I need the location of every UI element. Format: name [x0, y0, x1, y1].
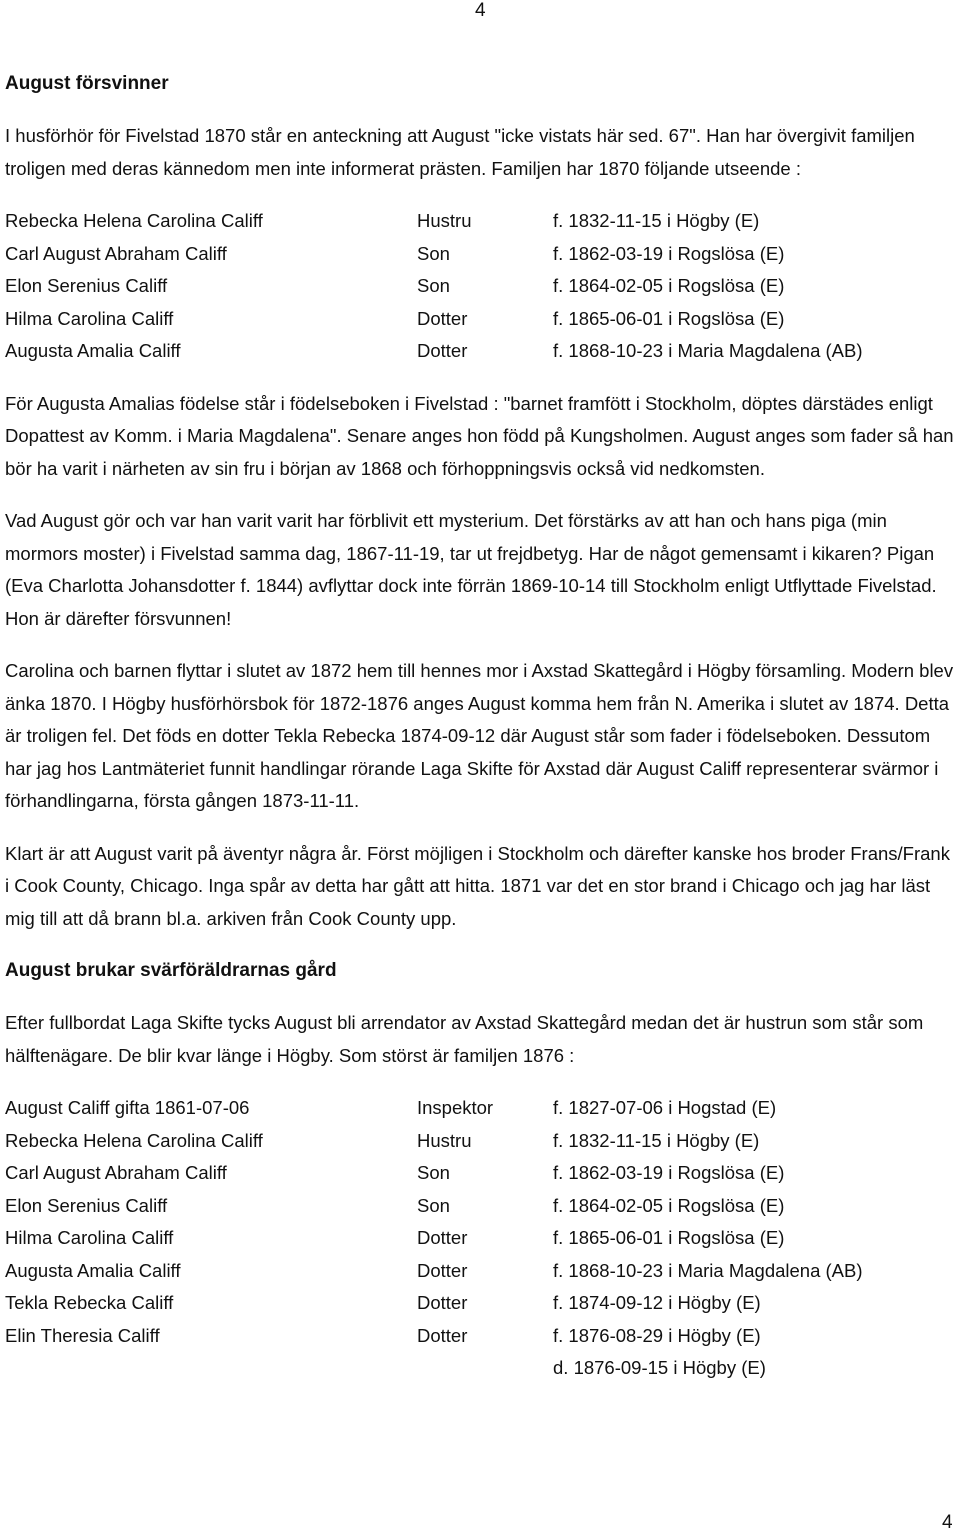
paragraph-augusta-birth: För Augusta Amalias födelse står i födelseboken i Fivelstad : "barnet framfött i Stockholm, döptes därstädes enligt Dopattest av Komm. i Maria Magdalena". Senare anges hon född på Kungsholmen. August anges som fader så han bör ha varit i närheten av sin fru i början av 1868 och förhoppningsvis också vid nedkomsten.: [5, 392, 954, 479]
section-heading-farm: August brukar svärföräldrarnas gård: [5, 960, 337, 981]
member-name: [5, 1352, 417, 1385]
paragraph-intro-1870: I husförhör för Fivelstad 1870 står en anteckning att August "icke vistats här sed. 67". Han har övergivit familjen troligen med deras kännedom men inte informerat prästen. Familjen har 1870 följande utseende :: [5, 125, 915, 179]
family-member-row: [5, 1320, 955, 1353]
family-member-row: [5, 1222, 955, 1255]
member-role: Hustru: [417, 210, 472, 231]
member-dates: f. 1868-10-23 i Maria Magdalena (AB): [553, 1259, 863, 1281]
family-member-row: [5, 1287, 955, 1320]
paragraph-mystery: Vad August gör och var han varit varit har förblivit ett mysterium. Det förstärks av att han och hans piga (min mormors moster) i Fivelstad samma dag, 1867-11-19, tar ut frejdbetyg. Har de något gemensamt i kikaren? Pigan (Eva Charlotta Johansdotter f. 1844) avflyttar dock inte förrän 1869-10-14 till Stockholm enligt Utflyttade Fivelstad. Hon är därefter försvunnen!: [5, 510, 937, 629]
page-number-bottom: 4: [942, 1512, 953, 1533]
member-dates: f. 1868-10-23 i Maria Magdalena (AB): [553, 340, 863, 361]
member-name: Hilma Carolina Califf: [5, 307, 174, 329]
member-name: Carl August Abraham Califf: [5, 1162, 227, 1183]
member-role: Dotter: [417, 340, 468, 361]
paragraph-intro-1876: Efter fullbordat Laga Skifte tycks August bli arrendator av Axstad Skattegård medan det är hustrun som står som hälftenägare. De blir kvar länge i Högby. Som störst är familjen 1876 :: [5, 1012, 924, 1066]
member-role: Dotter: [417, 307, 468, 329]
section-heading-disappearance: August försvinner: [5, 73, 169, 94]
family-member-row: [5, 1125, 955, 1158]
member-dates: d. 1876-09-15 i Högby (E): [553, 1357, 766, 1378]
member-dates: f. 1827-07-06 i Hogstad (E): [553, 1097, 777, 1118]
member-name: Rebecka Helena Carolina Califf: [5, 1129, 263, 1151]
member-name: Carl August Abraham Califf: [5, 242, 227, 264]
member-role: Dotter: [417, 1324, 468, 1346]
family-member-row: [5, 335, 955, 368]
family-member-row: [5, 303, 955, 336]
member-role: [417, 1352, 553, 1385]
member-name: Elon Serenius Califf: [5, 1194, 168, 1216]
family-member-row: [5, 270, 955, 303]
member-name: Augusta Amalia Califf: [5, 1259, 181, 1281]
member-name: Elon Serenius Califf: [5, 275, 168, 296]
member-role: Dotter: [417, 1259, 468, 1281]
member-name: Elin Theresia Califf: [5, 1324, 160, 1346]
family-member-row: [5, 1352, 955, 1385]
family-member-row: [5, 1157, 955, 1190]
member-role: Inspektor: [417, 1097, 494, 1118]
member-dates: f. 1865-06-01 i Rogslösa (E): [553, 1227, 785, 1248]
member-dates: f. 1864-02-05 i Rogslösa (E): [553, 1194, 785, 1216]
member-dates: f. 1832-11-15 i Högby (E): [553, 1129, 760, 1151]
family-member-row: [5, 238, 955, 271]
member-dates: f. 1862-03-19 i Rogslösa (E): [553, 242, 785, 264]
member-dates: f. 1862-03-19 i Rogslösa (E): [553, 1162, 785, 1183]
family-table-1870: [5, 205, 955, 368]
member-name: Rebecka Helena Carolina Califf: [5, 210, 263, 231]
page-number-top: 4: [475, 0, 486, 21]
member-role: Son: [417, 242, 450, 264]
member-dates: f. 1876-08-29 i Högby (E): [553, 1324, 761, 1346]
member-dates: f. 1874-09-12 i Högby (E): [553, 1292, 761, 1313]
member-role: Son: [417, 1194, 450, 1216]
member-dates: f. 1864-02-05 i Rogslösa (E): [553, 275, 785, 296]
member-name: Tekla Rebecka Califf: [5, 1292, 174, 1313]
family-member-row: [5, 1255, 955, 1288]
member-role: Son: [417, 275, 450, 296]
family-member-row: [5, 1092, 955, 1125]
member-name: Augusta Amalia Califf: [5, 340, 181, 361]
paragraph-adventure: Klart är att August varit på äventyr några år. Först möjligen i Stockholm och därefter kanske hos broder Frans/Frank i Cook County, Chicago. Inga spår av detta har gått att hitta. 1871 var det en stor brand i Chicago och jag har läst mig till att då brann bl.a. arkiven från Cook County upp.: [5, 842, 950, 929]
member-name: Hilma Carolina Califf: [5, 1227, 174, 1248]
document-body: [5, 68, 955, 1385]
member-dates: f. 1832-11-15 i Högby (E): [553, 210, 760, 231]
family-member-row: [5, 205, 955, 238]
member-role: Dotter: [417, 1292, 468, 1313]
member-name: August Califf gifta 1861-07-06: [5, 1097, 250, 1118]
family-table-1876: [5, 1092, 955, 1385]
family-member-row: [5, 1190, 955, 1223]
paragraph-carolina-move: Carolina och barnen flyttar i slutet av 1872 hem till hennes mor i Axstad Skattegård i Högby församling. Modern blev änka 1870. I Högby husförhörsbok för 1872-1876 anges August komma hem från N. Amerika i slutet av 1874. Detta är troligen fel. Det föds en dotter Tekla Rebecka 1874-09-12 där August står som fader i födelseboken. Dessutom har jag hos Lantmäteriet funnit handlingar rörande Laga Skifte för Axstad där August Califf representerar svärmor i förhandlingarna, första gången 1873-11-11.: [5, 660, 954, 811]
member-role: Hustru: [417, 1129, 472, 1151]
member-role: Son: [417, 1162, 450, 1183]
member-dates: f. 1865-06-01 i Rogslösa (E): [553, 307, 785, 329]
member-role: Dotter: [417, 1227, 468, 1248]
